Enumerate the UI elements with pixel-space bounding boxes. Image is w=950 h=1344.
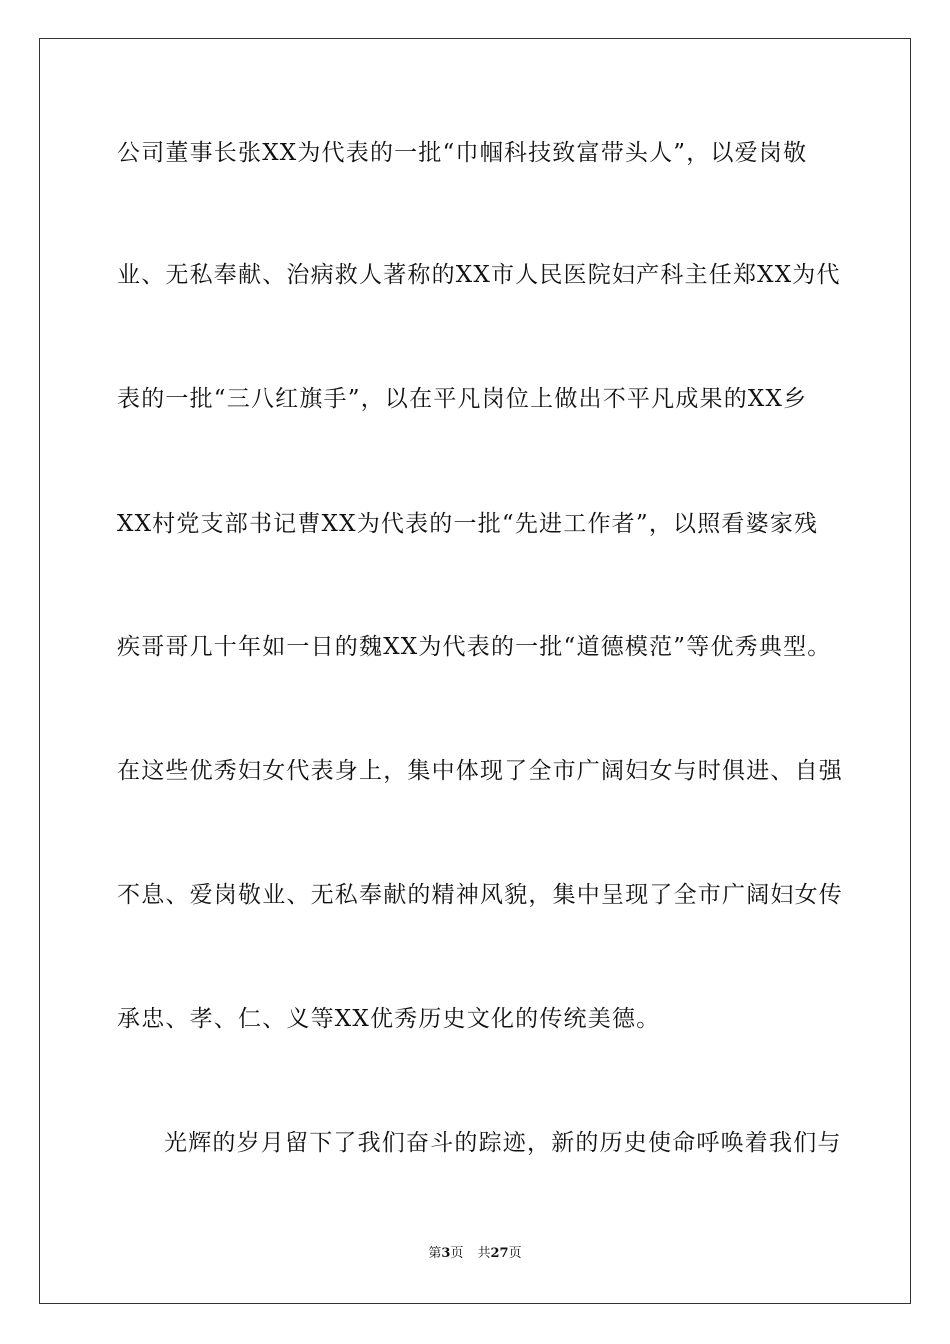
page-border (39, 38, 911, 1304)
total-prefix: 共 (477, 1246, 491, 1261)
text-line-5: 疾哥哥几十年如一日的魏XX为代表的一批“道德模范”等优秀典型。 (117, 634, 832, 660)
page-prefix: 第 (428, 1246, 442, 1261)
text-line-7: 不息、爱岗敬业、无私奉献的精神风貌，集中呈现了全市广阔妇女传 (117, 882, 843, 908)
text-line-1: 公司董事长张XX为代表的一批“巾帼科技致富带头人”，以爱岗敬 (117, 140, 808, 166)
page-number: 3 (441, 1246, 451, 1261)
text-line-3: 表的一批“三八红旗手”，以在平凡岗位上做出不平凡成果的XX乡 (117, 386, 808, 412)
total-suffix: 页 (508, 1246, 522, 1261)
page-footer (0, 1245, 950, 1263)
text-line-8: 承忠、孝、仁、义等XX优秀历史文化的传统美德。 (117, 1006, 661, 1032)
text-line-9: 光辉的岁月留下了我们奋斗的踪迹，新的历史使命呼唤着我们与 (164, 1130, 842, 1156)
total-pages: 27 (490, 1246, 509, 1261)
text-line-4: XX村党支部书记曹XX为代表的一批“先进工作者”，以照看婆家残 (117, 511, 819, 537)
page-suffix: 页 (450, 1246, 464, 1261)
text-line-6: 在这些优秀妇女代表身上，集中体现了全市广阔妇女与时俱进、自强 (117, 758, 843, 784)
text-line-2: 业、无私奉献、治病救人著称的XX市人民医院妇产科主任郑XX为代 (117, 262, 841, 288)
